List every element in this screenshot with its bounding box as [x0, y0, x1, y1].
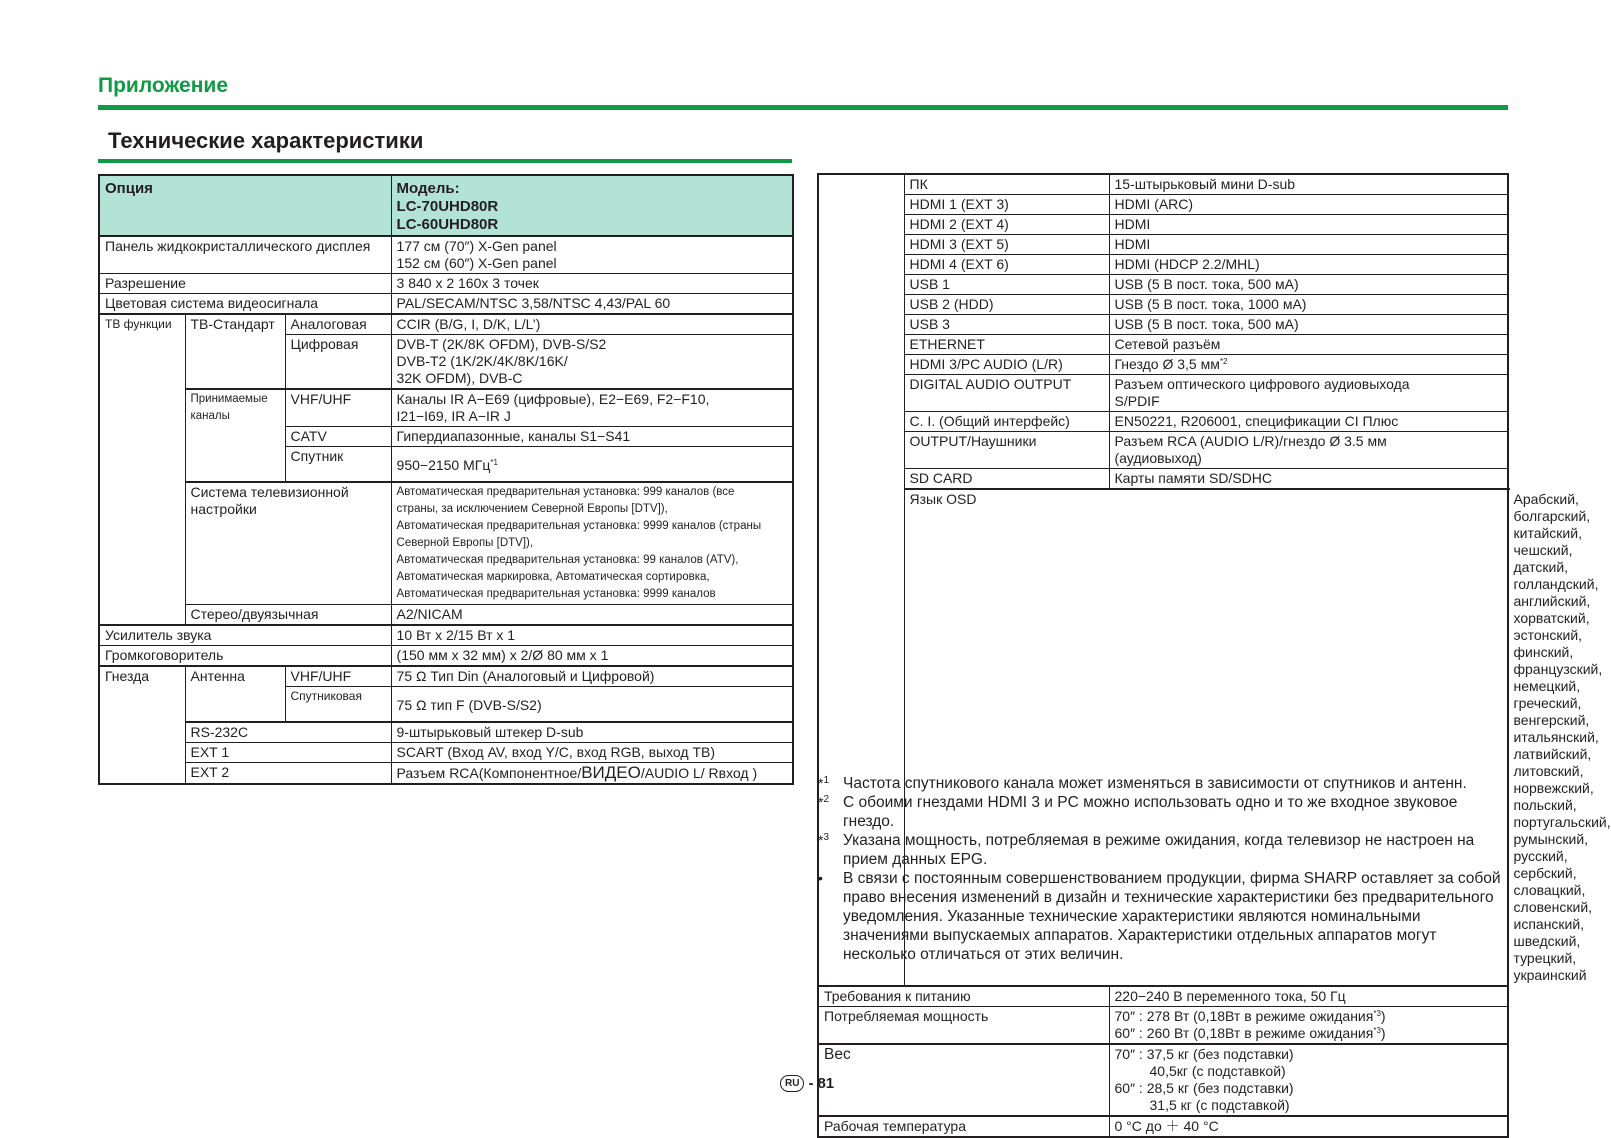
- row-label: Система телевизионной настройки: [185, 482, 391, 605]
- section-title: Приложение: [98, 74, 229, 97]
- value-line: Автоматическая предварительная установка: 999 каналов (все: [396, 486, 735, 498]
- row-value: Гипердиапазонные, каналы S1−S41: [391, 427, 793, 447]
- row-label: Панель жидкокристаллического дисплея: [99, 236, 391, 274]
- row-label: USB 2 (HDD): [904, 295, 1109, 315]
- table-row: [818, 335, 1508, 355]
- footnote: [818, 869, 1508, 964]
- row-label: CATV: [285, 427, 391, 447]
- table-row: [818, 432, 1508, 469]
- row-value: USB (5 В пост. тока, 500 мА): [1109, 275, 1508, 295]
- value-line: 70″ : 37,5 кг (без подставки): [1114, 1045, 1294, 1062]
- group-label: ТВ функции: [99, 314, 185, 625]
- row-value: [1109, 432, 1508, 469]
- table-row: [99, 294, 793, 315]
- value-line: 60″ : 28,5 кг (без подставки): [1114, 1079, 1294, 1096]
- footnote: [818, 831, 1508, 869]
- table-row: [99, 236, 793, 274]
- row-value: USB (5 В пост. тока, 1000 мА): [1109, 295, 1508, 315]
- value-line: страны, за исключением Северной Европы [DTV]),: [396, 503, 668, 515]
- footnote-marker: [818, 831, 829, 850]
- row-label: Потребляемая мощность: [818, 1006, 1109, 1044]
- row-label: OUTPUT/Наушники: [904, 432, 1109, 469]
- value-text: ): [1380, 1024, 1386, 1041]
- row-label: Спутниковая: [285, 687, 391, 723]
- table-row: [818, 235, 1508, 255]
- row-value: CCIR (B/G, I, D/K, L/L’): [391, 314, 793, 335]
- row-value: [1109, 355, 1508, 375]
- row-value: HDMI: [1109, 215, 1508, 235]
- row-value: 3 840 x 2 160x 3 точек: [391, 274, 793, 294]
- row-label: ETHERNET: [904, 335, 1109, 355]
- row-label: HDMI 1 (EXT 3): [904, 195, 1109, 215]
- value-text: Разъем RCA(Компонентное/: [396, 765, 582, 781]
- value-line: Автоматическая предварительная установка: 9999 каналов (страны: [396, 520, 762, 532]
- value-text: Гнездо Ø 3,5 мм: [1114, 356, 1220, 372]
- row-label: SD CARD: [904, 469, 1109, 490]
- table-row: Язык OSD Арабский, болгарский, китайский, чешский, датский, голландский, английский, хорватский, эстонский, финский, французский, немецкий, греческий, венгерский, итальянский, латвийский, литовский, норвежский, польский, португальский, румынский, русский, сербский, словацкий, словенский, испанский, шведский, турецкий, украинский: [818, 489, 1508, 986]
- table-row: [818, 315, 1508, 335]
- footnote: [818, 774, 1508, 793]
- row-label: VHF/UHF: [285, 666, 391, 687]
- row-value: EN50221, R206001, спецификации CI Плюс: [1109, 412, 1508, 432]
- table-row: [818, 295, 1508, 315]
- table-row: [818, 275, 1508, 295]
- table-row: [99, 482, 793, 605]
- header-model: [391, 175, 793, 236]
- footnote-ref: *3: [1373, 1025, 1381, 1035]
- table-row: [818, 1006, 1508, 1044]
- table-row: [818, 412, 1508, 432]
- value-line: 177 см (70″) X-Gen panel: [396, 238, 557, 254]
- footnote-symbol: *: [818, 832, 824, 848]
- table-row: [99, 605, 793, 626]
- row-label: Рабочая температура: [818, 1116, 1109, 1137]
- row-value: [391, 236, 793, 274]
- footnotes: [818, 774, 1508, 964]
- row-label: Стерео/двуязычная: [185, 605, 391, 626]
- row-label: DIGITAL AUDIO OUTPUT: [904, 375, 1109, 412]
- value-line: S/PDIF: [1114, 393, 1160, 409]
- table-row: [818, 215, 1508, 235]
- value-line: Разъем оптического цифрового аудиовыхода: [1114, 376, 1410, 392]
- model-name: LC-70UHD80R: [396, 198, 499, 215]
- row-label: C. I. (Общий интерфейс): [904, 412, 1109, 432]
- row-value: 15-штырьковый мини D-sub: [1109, 174, 1508, 195]
- row-value: [391, 447, 793, 483]
- row-label: Громкоговоритель: [99, 646, 391, 667]
- heading-underline: [98, 159, 792, 163]
- value-line: Каналы IR A−E69 (цифровые), E2−E69, F2−F10,: [396, 391, 710, 407]
- group-label: Гнезда: [99, 666, 185, 784]
- row-value: HDMI (HDCP 2.2/MHL): [1109, 255, 1508, 275]
- table-row: [818, 1044, 1508, 1116]
- table-row: [818, 375, 1508, 412]
- value-text: 70″ : 278 Вт (0,18Вт в режиме ожидания: [1114, 1007, 1374, 1024]
- table-row: [818, 255, 1508, 275]
- table-row: [99, 389, 793, 427]
- value-line: Автоматическая предварительная установка: 99 каналов (ATV),: [396, 554, 739, 566]
- row-value: 220−240 В переменного тока, 50 Гц: [1109, 986, 1508, 1007]
- row-value: A2/NICAM: [391, 605, 793, 626]
- row-value: [391, 335, 793, 390]
- footnote-marker: [818, 793, 829, 812]
- value-line: Северной Европы [DTV]),: [396, 537, 534, 549]
- row-value: 75 Ω Тип Din (Аналоговый и Цифровой): [391, 666, 793, 687]
- footnote-ref: *2: [1219, 357, 1228, 366]
- row-value: (150 мм x 32 мм) x 2/Ø 80 мм x 1: [391, 646, 793, 667]
- footnote-symbol: •: [818, 870, 823, 886]
- value-line: [1115, 1008, 1504, 1025]
- table-row: [99, 646, 793, 667]
- footnote-ref: *3: [1373, 1008, 1381, 1018]
- value-text: 60″ : 260 Вт (0,18Вт в режиме ожидания: [1114, 1024, 1374, 1041]
- table-row: [99, 274, 793, 294]
- table-row: [99, 743, 793, 763]
- row-label: Цифровая: [285, 335, 391, 390]
- footnote-symbol: *: [818, 794, 824, 810]
- model-label: Модель:: [396, 180, 460, 197]
- page-title: Технические характеристики: [108, 128, 424, 153]
- row-label: HDMI 4 (EXT 6): [904, 255, 1109, 275]
- row-value: 75 Ω тип F (DVB-S/S2): [391, 687, 793, 723]
- footnote-number: 3: [823, 832, 830, 843]
- row-label: HDMI 3 (EXT 5): [904, 235, 1109, 255]
- row-label: HDMI 3/PC AUDIO (L/R): [904, 355, 1109, 375]
- row-label: RS-232C: [185, 722, 391, 743]
- subgroup-label: Принимаемые каналы: [185, 389, 285, 482]
- table-row: [99, 666, 793, 687]
- row-label: EXT 1: [185, 743, 391, 763]
- row-label: USB 3: [904, 315, 1109, 335]
- row-label: Разрешение: [99, 274, 391, 294]
- section-divider: [98, 105, 1508, 110]
- language-badge: RU: [780, 1075, 804, 1092]
- row-label: Цветовая система видеосигнала: [99, 294, 391, 315]
- row-value: PAL/SECAM/NTSC 3,58/NTSC 4,43/PAL 60: [391, 294, 793, 315]
- footnote-text: В связи с постоянным совершенствованием продукции, фирма SHARP оставляет за собой право внесения изменений в дизайн и технические характеристики без предварительного уведомления. Указанные технические характеристики являются номинальными значениями выпускаемых аппаратов. Характеристики отдельных аппаратов могут несколько отличаться от этих величин.: [843, 870, 1501, 963]
- row-value: Карты памяти SD/SDHC: [1109, 469, 1508, 490]
- footnote-text: Указана мощность, потребляемая в режиме ожидания, когда телевизор не настроен на прием данных EPG.: [843, 832, 1475, 868]
- spec-table-right: [817, 173, 1611, 1138]
- table-row: [818, 174, 1508, 195]
- table-row: [818, 195, 1508, 215]
- value-line: (аудиовыход): [1114, 450, 1202, 466]
- row-value: [1109, 375, 1508, 412]
- row-label: USB 1: [904, 275, 1109, 295]
- table-row: [818, 469, 1508, 490]
- table-row: [99, 722, 793, 743]
- subgroup-label: ТВ-Стандарт: [185, 314, 285, 389]
- row-value: [1109, 1044, 1508, 1116]
- page-dash: -: [808, 1075, 814, 1092]
- value-line: [1115, 1025, 1504, 1042]
- row-value: 9-штырьковый штекер D-sub: [391, 722, 793, 743]
- footnote-symbol: *: [818, 775, 824, 791]
- value-line: DVB-T (2K/8K OFDM), DVB-S/S2: [396, 336, 607, 352]
- row-value: [391, 763, 793, 785]
- header-option: Опция: [99, 175, 391, 236]
- value-line: DVB-T2 (1K/2K/4K/8K/16K/: [396, 353, 568, 369]
- value-line: Автоматическая предварительная установка: 9999 каналов: [396, 588, 716, 600]
- row-value: 0 °C до ＋ 40 °C: [1109, 1116, 1508, 1137]
- table-row: [818, 1116, 1508, 1137]
- row-label: Усилитель звука: [99, 625, 391, 646]
- value-text: ): [1380, 1007, 1386, 1024]
- footnote-marker: [818, 774, 829, 793]
- row-label: EXT 2: [185, 763, 391, 785]
- row-label: HDMI 2 (EXT 4): [904, 215, 1109, 235]
- footnote-marker: [818, 869, 823, 888]
- row-label: ПК: [904, 174, 1109, 195]
- model-name: LC-60UHD80R: [396, 216, 499, 233]
- footnote: [818, 793, 1508, 831]
- value-line: Разъем RCA (AUDIO L/R)/гнездо Ø 3.5 мм: [1114, 433, 1387, 449]
- page-number: [780, 1075, 834, 1092]
- subgroup-label: Антенна: [185, 666, 285, 722]
- footnote-number: 1: [823, 775, 830, 786]
- table-row: [99, 314, 793, 335]
- row-value: 10 Вт x 2/15 Вт x 1: [391, 625, 793, 646]
- table-header-row: [99, 175, 793, 236]
- footnote-text: Частота спутникового канала может изменяться в зависимости от спутников и антенн.: [843, 775, 1467, 792]
- value-line: 152 см (60″) X-Gen panel: [396, 255, 557, 271]
- value-text: /AUDIO L/ Rвход ): [640, 765, 758, 781]
- value-line: I21−I69, IR A−IR J: [396, 408, 511, 424]
- footnote-ref: *1: [490, 458, 498, 467]
- spec-table-left: [98, 174, 794, 785]
- value-text: 950−2150 МГц: [396, 457, 491, 473]
- footnote-number: 2: [823, 794, 830, 805]
- table-row: [818, 986, 1508, 1007]
- row-value: HDMI: [1109, 235, 1508, 255]
- table-row: [99, 625, 793, 646]
- footnote-text: С обоими гнездами HDMI 3 и PC можно использовать одно и то же входное звуковое гнездо.: [843, 794, 1458, 830]
- row-value: USB (5 В пост. тока, 500 мА): [1109, 315, 1508, 335]
- row-label: Язык OSD: [904, 489, 1508, 986]
- row-label: Требования к питанию: [818, 986, 1109, 1007]
- value-line: 31,5 кг (с подставкой): [1149, 1096, 1290, 1113]
- row-label: Спутник: [285, 447, 391, 483]
- table-row: [99, 763, 793, 785]
- row-label: Вес: [818, 1044, 1109, 1116]
- value-line: 32K OFDM), DVB-C: [396, 370, 523, 386]
- page-number-value: 81: [817, 1075, 835, 1092]
- row-value: Сетевой разъём: [1109, 335, 1508, 355]
- row-value: HDMI (ARC): [1109, 195, 1508, 215]
- value-line: 40,5кг (с подставкой): [1149, 1062, 1286, 1079]
- table-row: [818, 355, 1508, 375]
- row-value: SCART (Вход AV, вход Y/C, вход RGB, выход ТВ): [391, 743, 793, 763]
- row-value: [391, 389, 793, 427]
- value-text: ВИДЕО: [581, 763, 641, 782]
- value-line: Автоматическая маркировка, Автоматическая сортировка,: [396, 571, 710, 583]
- row-value: [391, 482, 793, 605]
- row-label: Аналоговая: [285, 314, 391, 335]
- row-label: VHF/UHF: [285, 389, 391, 427]
- row-value: [1109, 1006, 1508, 1044]
